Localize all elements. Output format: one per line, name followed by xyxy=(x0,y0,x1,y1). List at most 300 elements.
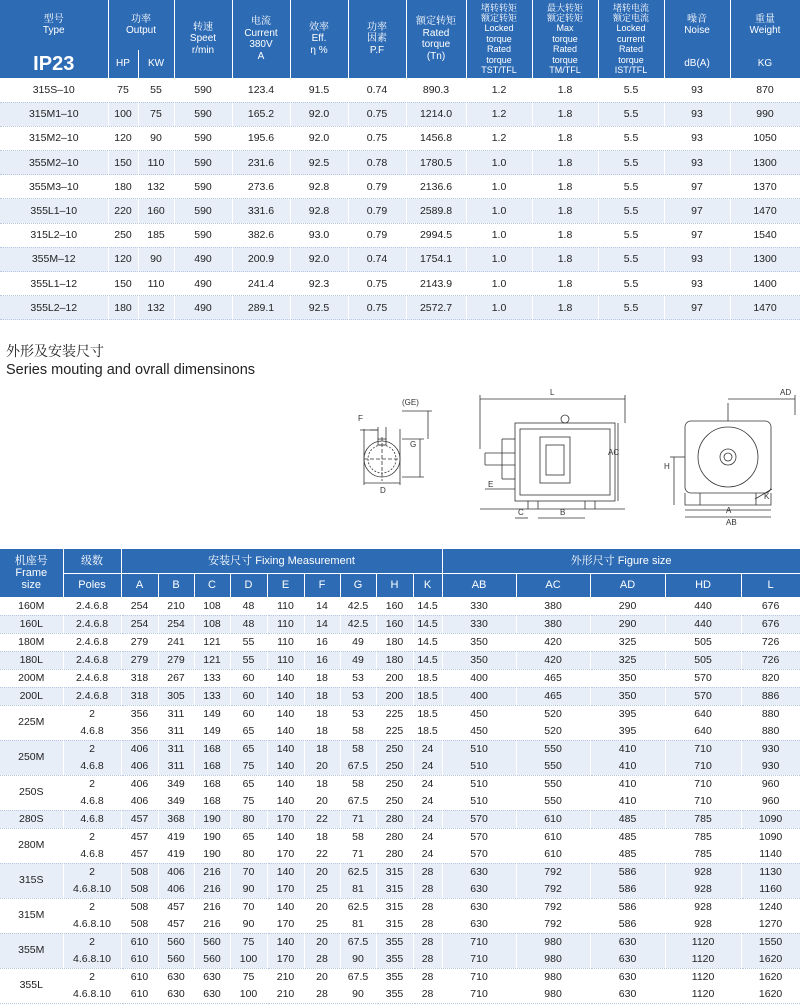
table-cell: 110 xyxy=(138,151,174,175)
frame-size-cell: 180M xyxy=(0,633,63,651)
table-cell xyxy=(340,687,376,705)
performance-table xyxy=(0,0,800,320)
table-cell: 1470 xyxy=(730,199,800,223)
cell-value: 586 xyxy=(618,917,637,930)
cell-value: 2.4.6.8 xyxy=(75,671,109,684)
cell-value: 280 xyxy=(385,830,404,843)
table-cell: 92.0 xyxy=(290,247,348,271)
cell-value: 110 xyxy=(277,635,294,648)
table-cell xyxy=(230,633,267,651)
cell-value: 406 xyxy=(167,865,185,878)
cell-value: 450 xyxy=(470,707,488,720)
table-cell xyxy=(741,968,800,1003)
table-cell xyxy=(665,633,741,651)
cell-value: 18.5 xyxy=(417,689,438,702)
table-cell xyxy=(340,740,376,775)
cell-value: 710 xyxy=(694,759,712,772)
cell-value: 250 xyxy=(385,777,404,790)
cell-value: 180 xyxy=(385,653,404,666)
cell-value: 350 xyxy=(618,689,637,702)
cell-value: 710 xyxy=(694,742,712,755)
current-header: 电流 Current 380V A xyxy=(232,0,290,78)
cell-value: 24 xyxy=(421,812,434,825)
table-cell xyxy=(194,597,230,615)
table-cell: 100 xyxy=(108,102,138,126)
cell-value: 980 xyxy=(544,935,562,948)
cell-value: 395 xyxy=(618,724,637,737)
table-row xyxy=(0,669,800,687)
motor-end-view-drawing xyxy=(670,395,795,517)
table-cell xyxy=(413,669,442,687)
cell-value: 60 xyxy=(242,671,255,684)
table-cell xyxy=(413,705,442,740)
cell-value: 1620 xyxy=(758,987,783,1000)
table-cell xyxy=(121,828,158,863)
cell-value: 121 xyxy=(203,653,221,666)
table-cell xyxy=(230,898,267,933)
table-cell: 97 xyxy=(664,199,730,223)
table-cell xyxy=(442,615,516,633)
cell-value: 290 xyxy=(618,599,637,612)
cell-value: 70 xyxy=(242,865,255,878)
frame-size-header: 机座号 Frame size xyxy=(0,549,63,597)
table-cell: 990 xyxy=(730,102,800,126)
table-cell xyxy=(121,810,158,828)
table-cell: 355M–12 xyxy=(0,247,108,271)
cell-value: 280 xyxy=(385,847,404,860)
cell-value: 110 xyxy=(277,617,294,630)
table-cell xyxy=(194,810,230,828)
cell-value: 81 xyxy=(352,882,364,895)
cell-value: 140 xyxy=(276,865,295,878)
cell-value: 279 xyxy=(130,653,149,666)
table-cell xyxy=(304,597,340,615)
table-cell xyxy=(304,828,340,863)
table-cell: 590 xyxy=(174,102,232,126)
cell-value: 570 xyxy=(470,847,488,860)
cell-value: 149 xyxy=(203,724,221,737)
table-cell: 1.0 xyxy=(466,175,532,199)
table-cell: 2143.9 xyxy=(406,272,466,296)
cell-value: 65 xyxy=(242,724,255,737)
cell-value: 4.6.8 xyxy=(80,724,104,737)
cell-value: 630 xyxy=(618,935,637,948)
cell-value: 18 xyxy=(316,707,328,720)
cell-value: 160 xyxy=(385,599,404,612)
table-row xyxy=(0,898,800,933)
cell-value: 24 xyxy=(421,742,434,755)
table-cell: 0.79 xyxy=(348,223,406,247)
table-cell xyxy=(516,810,590,828)
cell-value: 18 xyxy=(316,777,328,790)
table-cell xyxy=(413,651,442,669)
table-cell xyxy=(304,615,340,633)
cell-value: 80 xyxy=(242,812,255,825)
motor-side-view-drawing xyxy=(480,395,625,518)
table-cell: 241.4 xyxy=(232,272,290,296)
cell-value: 630 xyxy=(470,917,488,930)
table-cell: 590 xyxy=(174,151,232,175)
table-cell: 1214.0 xyxy=(406,102,466,126)
cell-value: 510 xyxy=(470,777,488,790)
locked-current-header: 堵转电流 额定电流 Locked current Rated torque IST/TFL xyxy=(598,0,664,78)
cell-value: 67.5 xyxy=(347,794,369,807)
cell-value: 508 xyxy=(130,882,149,895)
cell-value: 100 xyxy=(239,952,258,965)
table-row xyxy=(0,863,800,898)
table-cell xyxy=(158,933,194,968)
table-cell: 870 xyxy=(730,78,800,102)
cell-value: 18 xyxy=(316,742,328,755)
table-cell: 120 xyxy=(108,247,138,271)
dimension-column-header: H xyxy=(376,573,413,597)
table-cell xyxy=(121,933,158,968)
cell-value: 610 xyxy=(130,952,149,965)
cell-value: 485 xyxy=(618,812,637,825)
cell-value: 216 xyxy=(203,917,221,930)
hp-header: HP xyxy=(108,50,138,78)
table-cell: 890.3 xyxy=(406,78,466,102)
cell-value: 785 xyxy=(694,847,712,860)
table-cell xyxy=(442,828,516,863)
table-cell: 93 xyxy=(664,272,730,296)
table-cell: 590 xyxy=(174,175,232,199)
table-cell xyxy=(413,740,442,775)
dimension-label: F xyxy=(358,414,363,423)
cell-value: 16 xyxy=(316,653,328,666)
table-cell xyxy=(267,597,304,615)
cell-value: 20 xyxy=(316,759,328,772)
table-cell: 0.78 xyxy=(348,151,406,175)
cell-value: 610 xyxy=(130,935,149,948)
table-row xyxy=(0,775,800,810)
table-cell xyxy=(590,968,665,1003)
table-cell: 1.0 xyxy=(466,247,532,271)
cell-value: 28 xyxy=(421,935,434,948)
table-cell xyxy=(267,669,304,687)
cell-value: 520 xyxy=(544,707,562,720)
table-cell xyxy=(442,705,516,740)
table-cell: 5.5 xyxy=(598,151,664,175)
table-cell xyxy=(376,898,413,933)
table-cell xyxy=(590,775,665,810)
cell-value: 928 xyxy=(694,917,712,930)
cell-value: 400 xyxy=(470,671,488,684)
table-cell xyxy=(376,828,413,863)
table-cell xyxy=(376,863,413,898)
table-cell xyxy=(442,651,516,669)
table-cell: 180 xyxy=(108,296,138,320)
cell-value: 325 xyxy=(618,653,637,666)
table-cell: 5.5 xyxy=(598,126,664,150)
table-row xyxy=(0,651,800,669)
table-cell xyxy=(376,633,413,651)
table-row xyxy=(0,633,800,651)
kw-header: KW xyxy=(138,50,174,78)
dimension-column-header: L xyxy=(741,573,800,597)
table-cell: 1.0 xyxy=(466,223,532,247)
table-cell xyxy=(665,810,741,828)
table-cell: 315M1–10 xyxy=(0,102,108,126)
table-cell xyxy=(158,597,194,615)
dimension-column-header: B xyxy=(158,573,194,597)
cell-value: 676 xyxy=(761,599,780,612)
frame-size-cell: 200L xyxy=(0,687,63,705)
cell-value: 640 xyxy=(694,707,712,720)
cell-value: 980 xyxy=(544,952,562,965)
dimension-label: C xyxy=(518,508,524,517)
cell-value: 58 xyxy=(352,830,364,843)
table-cell xyxy=(590,615,665,633)
cell-value: 710 xyxy=(470,952,488,965)
cell-value: 4.6.8.10 xyxy=(73,917,111,930)
cell-value: 1140 xyxy=(759,847,782,860)
cell-value: 216 xyxy=(203,865,221,878)
cell-value: 70 xyxy=(242,900,255,913)
cell-value: 676 xyxy=(761,617,780,630)
table-cell xyxy=(63,633,121,651)
cell-value: 2.4.6.8 xyxy=(75,599,109,612)
cell-value: 318 xyxy=(130,671,149,684)
table-cell: 5.5 xyxy=(598,296,664,320)
table-cell: 93 xyxy=(664,247,730,271)
cell-value: 28 xyxy=(316,952,328,965)
table-cell xyxy=(413,775,442,810)
cell-value: 450 xyxy=(470,724,488,737)
table-cell xyxy=(121,669,158,687)
table-cell xyxy=(665,687,741,705)
table-cell xyxy=(665,615,741,633)
cell-value: 4.6.8.10 xyxy=(73,987,111,1000)
table-cell: 92.5 xyxy=(290,151,348,175)
cell-value: 65 xyxy=(242,830,255,843)
cell-value: 110 xyxy=(277,599,294,612)
frame-size-cell: 200M xyxy=(0,669,63,687)
table-cell xyxy=(194,633,230,651)
table-cell xyxy=(590,828,665,863)
table-cell xyxy=(230,651,267,669)
cell-value: 75 xyxy=(242,935,255,948)
cell-value: 140 xyxy=(276,935,295,948)
cell-value: 2.4.6.8 xyxy=(75,653,109,666)
table-cell xyxy=(516,687,590,705)
cell-value: 420 xyxy=(544,635,562,648)
cell-value: 20 xyxy=(316,900,328,913)
table-cell xyxy=(376,775,413,810)
table-cell: 92.0 xyxy=(290,126,348,150)
table-cell xyxy=(121,898,158,933)
table-cell xyxy=(590,810,665,828)
cell-value: 20 xyxy=(316,865,328,878)
cell-value: 610 xyxy=(130,970,149,983)
table-cell: 590 xyxy=(174,199,232,223)
cell-value: 42.5 xyxy=(347,617,369,630)
table-cell: 1754.1 xyxy=(406,247,466,271)
table-row xyxy=(0,272,800,296)
table-cell xyxy=(413,863,442,898)
cell-value: 170 xyxy=(276,812,295,825)
cell-value: 241 xyxy=(167,635,185,648)
cell-value: 586 xyxy=(618,865,637,878)
table-cell xyxy=(665,597,741,615)
cell-value: 18.5 xyxy=(417,707,438,720)
output-header: 功率 Output xyxy=(108,0,174,50)
table-cell: 1.8 xyxy=(532,199,598,223)
table-cell xyxy=(267,651,304,669)
table-cell: 5.5 xyxy=(598,175,664,199)
frame-size-cell: 280S xyxy=(0,810,63,828)
table-cell: 1.8 xyxy=(532,151,598,175)
cell-value: 210 xyxy=(276,987,295,1000)
table-cell: 0.75 xyxy=(348,272,406,296)
table-cell xyxy=(340,828,376,863)
cell-value: 20 xyxy=(316,970,328,983)
cell-value: 785 xyxy=(694,812,712,825)
table-cell: 90 xyxy=(138,247,174,271)
table-cell xyxy=(194,740,230,775)
dimension-label: H xyxy=(664,462,670,471)
table-cell xyxy=(63,669,121,687)
table-cell xyxy=(267,810,304,828)
table-cell xyxy=(413,933,442,968)
cell-value: 2 xyxy=(89,970,95,983)
table-cell xyxy=(442,687,516,705)
cell-value: 305 xyxy=(167,689,185,702)
cell-value: 2 xyxy=(89,935,95,948)
table-cell xyxy=(121,740,158,775)
table-cell xyxy=(63,828,121,863)
cell-value: 586 xyxy=(618,882,637,895)
frame-size-cell: 355L xyxy=(0,968,63,1003)
cell-value: 28 xyxy=(421,917,434,930)
table-cell xyxy=(376,968,413,1003)
table-cell xyxy=(63,687,121,705)
table-cell xyxy=(665,740,741,775)
table-cell: 200.9 xyxy=(232,247,290,271)
table-cell xyxy=(158,633,194,651)
cell-value: 457 xyxy=(130,812,149,825)
table-cell xyxy=(194,863,230,898)
table-cell xyxy=(194,828,230,863)
cell-value: 4.6.8 xyxy=(80,794,104,807)
table-cell: 110 xyxy=(138,272,174,296)
cell-value: 4.6.8 xyxy=(80,847,104,860)
cell-value: 28 xyxy=(421,865,434,878)
table-cell: 1300 xyxy=(730,151,800,175)
table-cell xyxy=(442,933,516,968)
cell-value: 550 xyxy=(544,777,562,790)
cell-value: 18.5 xyxy=(417,671,438,684)
table-cell xyxy=(665,775,741,810)
poles-header-zh: 级数 xyxy=(63,549,121,573)
cell-value: 610 xyxy=(544,812,562,825)
cell-value: 170 xyxy=(276,882,295,895)
table-cell: 92.8 xyxy=(290,199,348,223)
cell-value: 315 xyxy=(385,917,404,930)
table-cell: 355L1–12 xyxy=(0,272,108,296)
table-cell: 1.0 xyxy=(466,296,532,320)
dimension-label: D xyxy=(380,486,386,495)
rated-torque-header: 额定转矩 Rated torque (Tn) xyxy=(406,0,466,78)
cell-value: 560 xyxy=(203,952,221,965)
locked-torque-header: 堵转转矩 额定转矩 Locked torque Rated torque TST/TFL xyxy=(466,0,532,78)
cell-value: 410 xyxy=(618,759,637,772)
dimension-label: AD xyxy=(780,388,792,397)
table-row xyxy=(0,597,800,615)
cell-value: 225 xyxy=(385,707,404,720)
table-row xyxy=(0,615,800,633)
cell-value: 395 xyxy=(618,707,637,720)
frame-size-cell: 180L xyxy=(0,651,63,669)
table-cell xyxy=(516,933,590,968)
cell-value: 457 xyxy=(130,830,149,843)
cell-value: 250 xyxy=(385,759,404,772)
cell-value: 315 xyxy=(385,882,404,895)
table-cell xyxy=(340,651,376,669)
table-cell: 0.75 xyxy=(348,126,406,150)
table-cell xyxy=(665,705,741,740)
cell-value: 928 xyxy=(694,865,712,878)
cell-value: 280 xyxy=(385,812,404,825)
table-row xyxy=(0,126,800,150)
cell-value: 355 xyxy=(385,935,404,948)
table-cell: 93.0 xyxy=(290,223,348,247)
cell-value: 710 xyxy=(470,970,488,983)
cell-value: 420 xyxy=(544,653,562,666)
cell-value: 520 xyxy=(544,724,562,737)
cell-value: 570 xyxy=(694,671,712,684)
cell-value: 4.6.8 xyxy=(80,812,104,825)
cell-value: 485 xyxy=(618,830,637,843)
dimension-column-header: AD xyxy=(590,573,665,597)
cell-value: 1090 xyxy=(758,812,783,825)
table-cell xyxy=(340,597,376,615)
cell-value: 22 xyxy=(316,847,328,860)
cell-value: 254 xyxy=(130,599,149,612)
table-cell: 1.0 xyxy=(466,199,532,223)
dimension-column-header: HD xyxy=(665,573,741,597)
table-cell: 1.2 xyxy=(466,126,532,150)
table-cell xyxy=(158,775,194,810)
cell-value: 65 xyxy=(242,742,255,755)
table-cell xyxy=(665,968,741,1003)
table-cell xyxy=(230,597,267,615)
table-cell: 490 xyxy=(174,247,232,271)
fixing-measurement-header: 安装尺寸 Fixing Measurement xyxy=(121,549,442,573)
table-cell: 250 xyxy=(108,223,138,247)
cell-value: 380 xyxy=(544,599,562,612)
table-cell xyxy=(442,968,516,1003)
table-cell xyxy=(590,933,665,968)
cell-value: 880 xyxy=(761,724,780,737)
table-cell: 1370 xyxy=(730,175,800,199)
table-cell xyxy=(665,651,741,669)
table-cell xyxy=(230,810,267,828)
cell-value: 28 xyxy=(316,987,328,1000)
cell-value: 419 xyxy=(167,847,185,860)
table-row xyxy=(0,296,800,320)
speed-header: 转速 Speet r/min xyxy=(174,0,232,78)
cell-value: 168 xyxy=(203,742,221,755)
table-cell xyxy=(340,968,376,1003)
table-cell: 590 xyxy=(174,223,232,247)
table-cell xyxy=(304,633,340,651)
cell-value: 2 xyxy=(89,707,95,720)
cell-value: 53 xyxy=(352,689,364,702)
cell-value: 330 xyxy=(470,599,488,612)
cell-value: 355 xyxy=(385,952,404,965)
table-cell xyxy=(304,863,340,898)
